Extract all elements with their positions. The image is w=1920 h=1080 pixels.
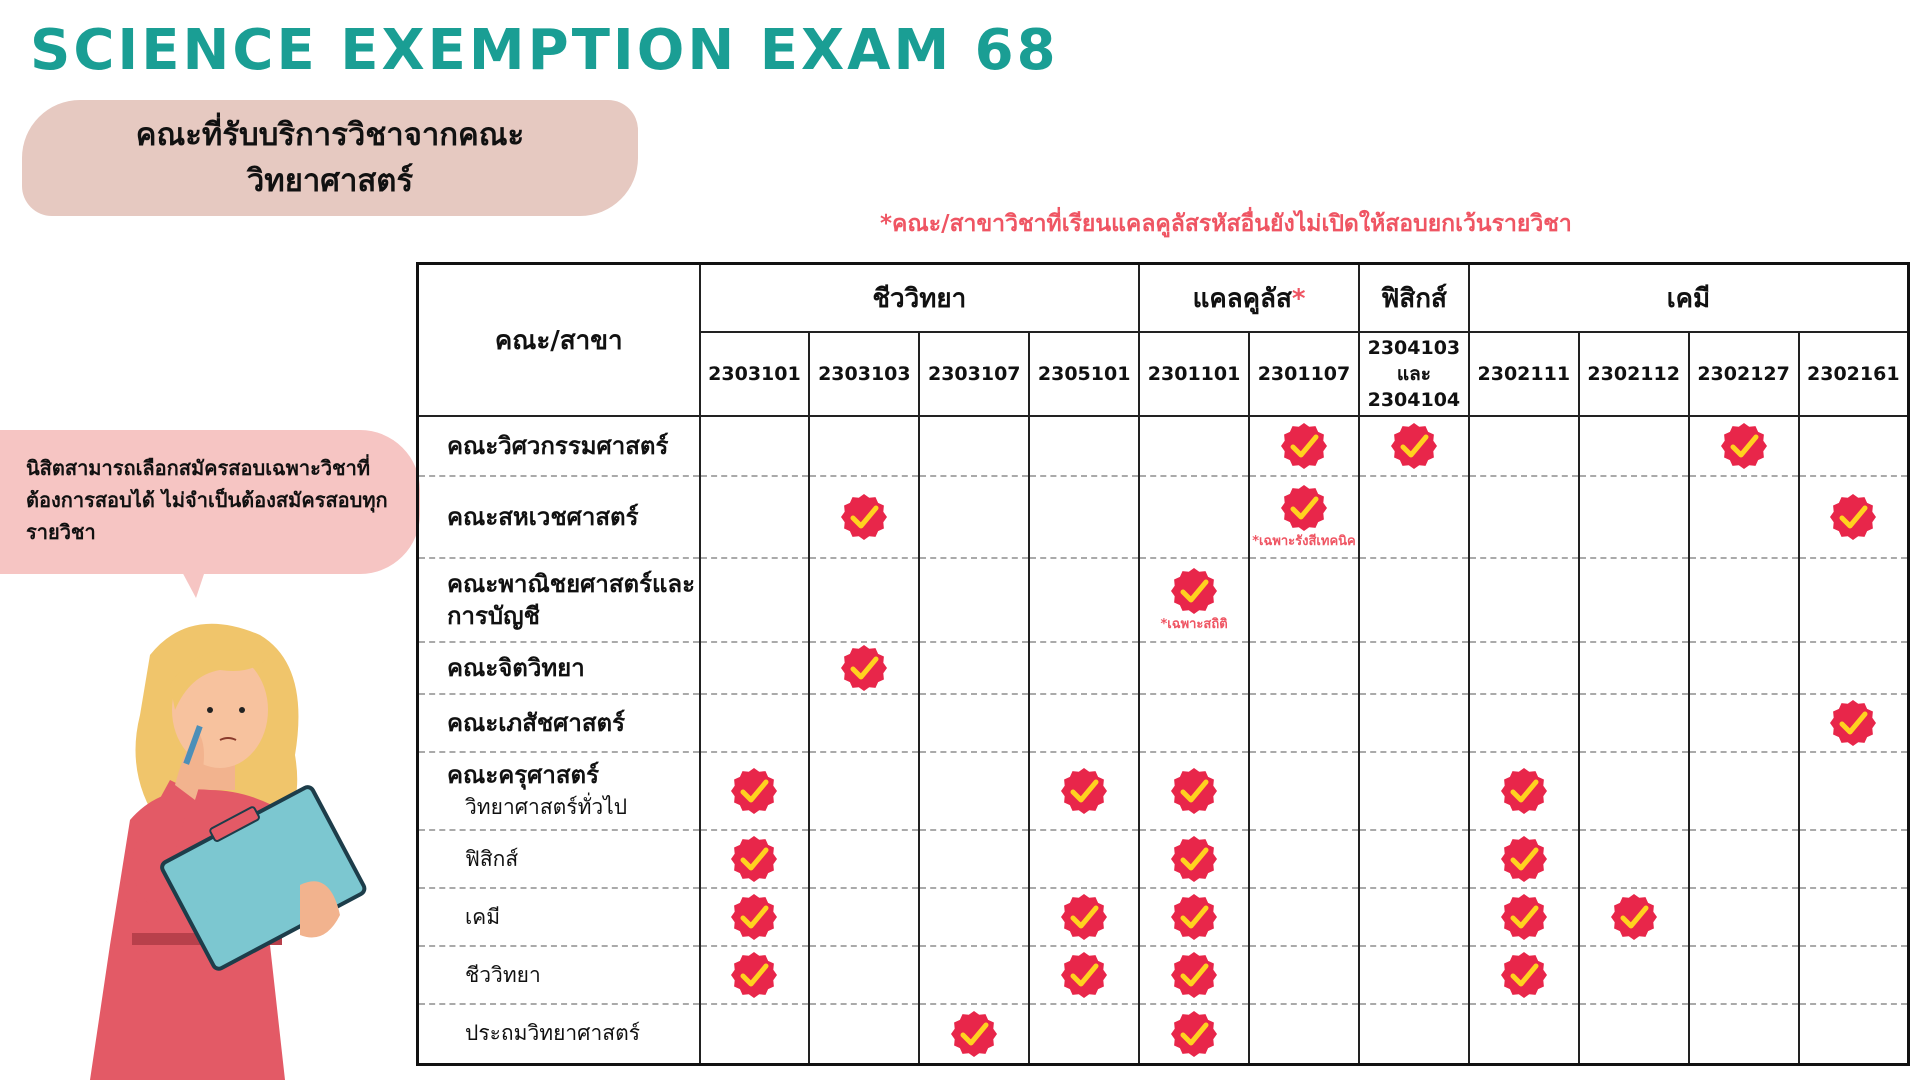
table-cell [1029,642,1139,694]
row-sublabel: ประถมวิทยาศาสตร์ [418,1004,700,1064]
table-cell [1029,416,1139,476]
student-illustration [70,615,410,1080]
table-cell [700,694,810,752]
table-cell [1689,752,1799,830]
course-code-5: 2301107 [1249,332,1359,416]
table-cell [1799,476,1909,558]
speech-bubble-text: นิสิตสามารถเลือกสมัครสอบเฉพาะวิชาที่ต้องการสอบได้ ไม่จำเป็นต้องสมัครสอบทุกรายวิชา [26,456,388,544]
check-badge-icon [1170,835,1218,883]
table-cell [809,946,919,1004]
check-badge-icon [1610,893,1658,941]
table-cell [919,476,1029,558]
table-cell [1579,694,1689,752]
table-cell [1579,830,1689,888]
table-cell [700,946,810,1004]
table-cell [1139,752,1249,830]
table-row [418,752,1909,830]
table-cell [1799,416,1909,476]
table-cell [1469,642,1579,694]
table-cell [1029,830,1139,888]
cell-note: *เฉพาะรังสีเทคนิค [1252,534,1356,549]
table-cell [1029,476,1139,558]
row-label [418,752,700,830]
table-cell [1139,558,1249,642]
table-cell [1799,1004,1909,1064]
table-cell [1579,558,1689,642]
table-row [418,476,1909,558]
check-badge-icon [840,644,888,692]
group-header-chemistry: เคมี [1469,264,1909,333]
table-cell [1359,642,1469,694]
table-cell [1249,642,1359,694]
table-cell [700,752,810,830]
check-badge-icon [1500,767,1548,815]
check-badge-icon [1500,835,1548,883]
check-badge-icon [1280,422,1328,470]
table-cell [1359,1004,1469,1064]
table-cell [1249,830,1359,888]
table-cell [809,888,919,946]
speech-bubble-tail [180,568,206,598]
faculty-column-header: คณะ/สาขา [418,264,700,417]
table-cell [1139,946,1249,1004]
table-cell [1689,476,1799,558]
check-badge-icon [730,767,778,815]
table-cell [1689,888,1799,946]
check-badge-icon [1170,767,1218,815]
table-cell [1579,476,1689,558]
table-cell [1799,558,1909,642]
table-cell [919,642,1029,694]
table-cell [1689,1004,1799,1064]
table-cell [1469,888,1579,946]
table-cell [1689,830,1799,888]
table-cell [809,752,919,830]
table-cell [1139,416,1249,476]
check-badge-icon [730,893,778,941]
table-cell [1469,476,1579,558]
table-cell [919,1004,1029,1064]
row-sublabel: เคมี [418,888,700,946]
table-cell [919,694,1029,752]
table-cell [1359,752,1469,830]
table-cell [809,416,919,476]
table-row [418,416,1909,476]
table-row [418,946,1909,1004]
course-code-1: 2303103 [809,332,919,416]
row-label: คณะเภสัชศาสตร์ [418,694,700,752]
exemption-table [416,262,1910,1066]
table-cell [1469,1004,1579,1064]
table-cell [1689,416,1799,476]
table-cell [1029,946,1139,1004]
table-cell [700,888,810,946]
table-cell [1249,416,1359,476]
table-cell [1139,830,1249,888]
check-badge-icon [1720,422,1768,470]
table-cell [919,558,1029,642]
row-sublabel: วิทยาศาสตร์ทั่วไป [465,795,628,819]
course-code-4: 2301101 [1139,332,1249,416]
check-badge-icon [1500,951,1548,999]
table-row [418,694,1909,752]
check-badge-icon [1170,951,1218,999]
table-cell [919,888,1029,946]
page-title: SCIENCE EXEMPTION EXAM 68 [30,18,1059,83]
table-cell [1139,888,1249,946]
row-label-main: คณะครุศาสตร์ [447,761,599,789]
row-label: คณะพาณิชยศาสตร์และการบัญชี [418,558,700,642]
table-cell [700,416,810,476]
table-cell [1469,416,1579,476]
table-cell [1029,888,1139,946]
check-badge-icon [950,1010,998,1058]
table-cell [1359,946,1469,1004]
check-badge-icon [1060,893,1108,941]
course-code-0: 2303101 [700,332,810,416]
cell-note: *เฉพาะสถิติ [1160,617,1228,632]
table-cell [919,830,1029,888]
table-cell [1029,694,1139,752]
table-cell [700,1004,810,1064]
course-code-7: 2302111 [1469,332,1579,416]
group-header-biology: ชีววิทยา [700,264,1140,333]
table-cell [1579,642,1689,694]
subtitle-text: คณะที่รับบริการวิชาจากคณะวิทยาศาสตร์ [135,117,525,199]
table-cell [1249,476,1359,558]
row-sublabel: ฟิสิกส์ [418,830,700,888]
table-cell [809,476,919,558]
table-row [418,558,1909,642]
table-cell [1469,752,1579,830]
table-cell [700,558,810,642]
table-cell [1579,752,1689,830]
table-cell [919,416,1029,476]
table-cell [1579,888,1689,946]
table-cell [1799,642,1909,694]
table-cell [1579,1004,1689,1064]
table-cell [1249,752,1359,830]
table-cell [1689,946,1799,1004]
table-cell [1249,888,1359,946]
table-cell [1359,830,1469,888]
row-label: คณะสหเวชศาสตร์ [418,476,700,558]
table-cell [700,642,810,694]
table-cell [1579,946,1689,1004]
check-badge-icon [730,835,778,883]
table-cell [1799,830,1909,888]
table-cell [1799,694,1909,752]
table-cell [1799,946,1909,1004]
row-label: คณะจิตวิทยา [418,642,700,694]
table-cell [1139,642,1249,694]
table-cell [1469,946,1579,1004]
table-cell [1469,694,1579,752]
subtitle-banner [22,100,638,216]
speech-bubble [0,430,420,574]
check-badge-icon [730,951,778,999]
table-cell [1689,694,1799,752]
row-label: คณะวิศวกรรมศาสตร์ [418,416,700,476]
group-header-calculus [1139,264,1359,333]
table-cell [809,1004,919,1064]
check-badge-icon [1390,422,1438,470]
check-badge-icon [1170,893,1218,941]
table-cell [809,558,919,642]
check-badge-icon [1500,893,1548,941]
table-cell [1029,558,1139,642]
check-badge-icon [1280,484,1328,532]
table-cell [1359,476,1469,558]
table-cell [1029,752,1139,830]
group-header-physics: ฟิสิกส์ [1359,264,1469,333]
table-cell [1359,558,1469,642]
table-cell [1689,642,1799,694]
table-cell [1139,1004,1249,1064]
table-cell [1139,476,1249,558]
table-row [418,830,1909,888]
table-cell [1249,694,1359,752]
course-code-9: 2302127 [1689,332,1799,416]
table-row [418,1004,1909,1064]
check-badge-icon [1170,1010,1218,1058]
course-code-8: 2302112 [1579,332,1689,416]
check-badge-icon [1829,699,1877,747]
table-cell [1249,946,1359,1004]
course-code-6: 2304103 และ 2304104 [1359,332,1469,416]
table-row [418,642,1909,694]
table-cell [700,476,810,558]
table-cell [809,830,919,888]
table-cell [1799,888,1909,946]
table-cell [1689,558,1799,642]
course-code-2: 2303107 [919,332,1029,416]
group-header-row [418,264,1909,333]
group-header-calculus-label: แคลคูลัส [1192,283,1292,314]
calculus-note: *คณะ/สาขาวิชาที่เรียนแคลคูลัสรหัสอื่นยังไม่เปิดให้สอบยกเว้นรายวิชา [880,211,1572,237]
row-sublabel: ชีววิทยา [418,946,700,1004]
table-cell [1359,416,1469,476]
course-code-3: 2305101 [1029,332,1139,416]
table-cell [700,830,810,888]
table-cell [1139,694,1249,752]
table-cell [1359,694,1469,752]
table-cell [1469,558,1579,642]
check-badge-icon [1060,767,1108,815]
check-badge-icon [840,493,888,541]
check-badge-icon [1170,567,1218,615]
table-cell [1249,558,1359,642]
check-badge-icon [1829,493,1877,541]
table-cell [809,642,919,694]
table-row [418,888,1909,946]
table-cell [919,752,1029,830]
table-cell [1469,830,1579,888]
course-code-10: 2302161 [1799,332,1909,416]
table-cell [1029,1004,1139,1064]
table-cell [1359,888,1469,946]
calculus-asterisk: * [1291,283,1306,314]
table-cell [809,694,919,752]
table-cell [1249,1004,1359,1064]
table-cell [919,946,1029,1004]
table-cell [1579,416,1689,476]
check-badge-icon [1060,951,1108,999]
table-cell [1799,752,1909,830]
